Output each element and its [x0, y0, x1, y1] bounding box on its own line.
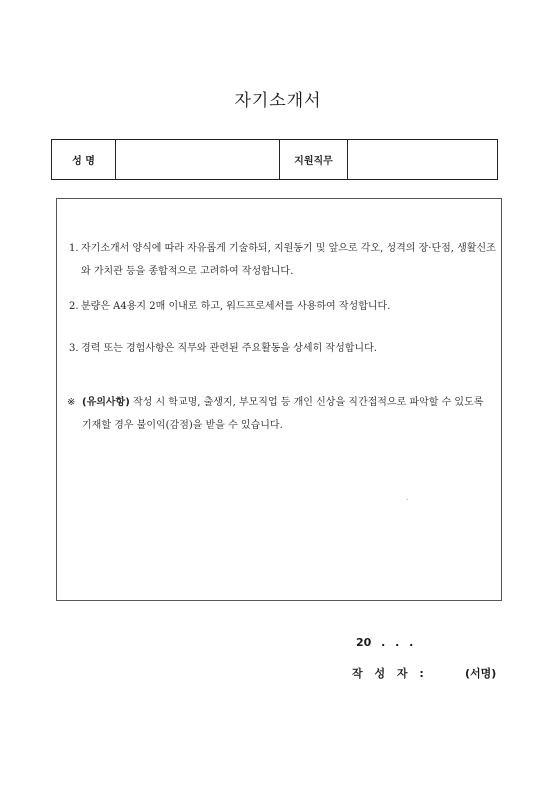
signature-label: (서명): [465, 667, 497, 680]
page-title: 자기소개서: [234, 91, 322, 111]
author-line: [352, 665, 428, 681]
instruction-text: 경력 또는 경험사항은 직무와 관련된 주요활동을 상세히 작성합니다.: [81, 343, 377, 354]
instructions-box: [56, 198, 502, 601]
name-value-cell[interactable]: [116, 140, 280, 180]
instruction-number: 1.: [69, 243, 79, 254]
date-line: 20 . . .: [356, 636, 414, 649]
instruction-number: 2.: [69, 301, 79, 312]
position-label-cell: [280, 140, 348, 180]
name-label-cell: [52, 140, 116, 180]
instruction-text: 자기소개서 양식에 따라 자유롭게 기술하되, 지원동기 및 앞으로 각오, 성격의 장·단점, 생활신조와 가치관 등을 종합적으로 고려하여 작성합니다.: [81, 243, 496, 277]
position-label: 지원직무: [294, 156, 333, 167]
scan-speck: [407, 499, 408, 500]
instruction-item-3: [69, 337, 497, 360]
applicant-info-table: [51, 139, 498, 180]
name-label: 성 명: [72, 156, 95, 167]
position-value-cell[interactable]: [348, 140, 498, 180]
instruction-text: 분량은 A4용지 2매 이내로 하고, 워드프로세서를 사용하여 작성합니다.: [81, 301, 391, 312]
instruction-item-2: [69, 295, 497, 318]
instruction-item-1: [69, 237, 497, 283]
notice-text: 작성 시 학교명, 출생지, 부모직업 등 개인 신상을 직간접적으로 파악할 수 있도록 기재할 경우 불이익(감점)을 받을 수 있습니다.: [82, 397, 484, 431]
reference-mark-icon: ※: [67, 397, 76, 408]
author-label: 작 성 자 :: [352, 667, 428, 680]
instruction-number: 3.: [69, 343, 79, 354]
notice-label: (유의사항): [82, 397, 130, 408]
notice-item: [67, 391, 487, 437]
